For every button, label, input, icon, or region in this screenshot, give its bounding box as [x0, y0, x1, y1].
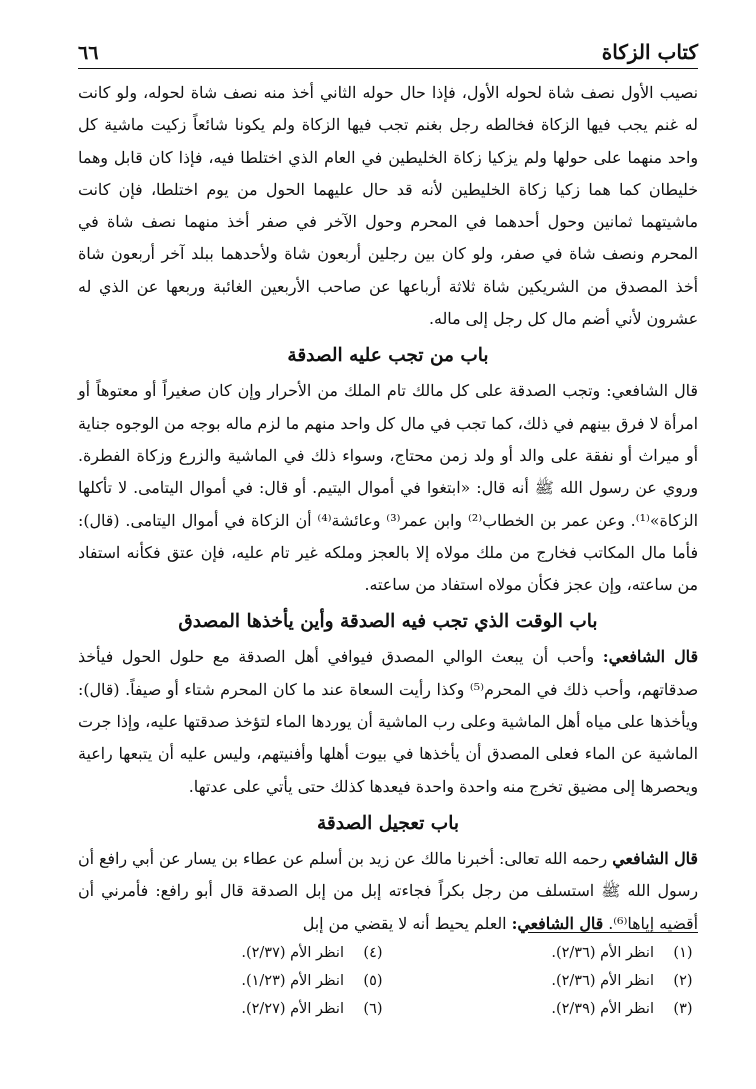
footnote-text: انظر الأم (٢/٣٦). — [551, 973, 654, 989]
footnote — [388, 967, 698, 995]
page-number: ٦٦ — [78, 42, 99, 64]
footnote — [78, 995, 388, 1023]
speaker-label: قال الشافعي: — [602, 647, 699, 667]
heading-time-of-sadaqah: باب الوقت الذي تجب فيه الصدقة وأين يأخذها المصدق — [178, 611, 598, 633]
heading-who-pays-sadaqah: باب من تجب عليه الصدقة — [287, 345, 489, 367]
paragraph-text-2: العلم يحيط أنه لا يقضي من إبل — [302, 913, 512, 933]
footnote — [388, 995, 698, 1023]
header-rule — [78, 68, 698, 69]
footnote-text: انظر الأم (٢/٢٧). — [241, 1001, 344, 1017]
paragraph-who-pays-sadaqah: قال الشافعي: وتجب الصدقة على كل مالك تام الملك من الأحرار وإن كان صغيراً أو معتوهاً أو امرأة لا فرق بينهم في ذلك، كما تجب في مال كل واحد منهم ما لزم ماله بوجه من الوجوه جناية أو ميراث أو نفقة على والد أو ولد زمن محتاج، وسواء ذلك في الماشية والزرع وزكاة الفطرة. وروي عن رسول الله ﷺ أنه قال: «ابتغوا في أموال اليتيم. أو قال: في أموال اليتامى. لا تأكلها الزكاة»⁽¹⁾. وعن عمر بن الخطاب⁽²⁾ وابن عمر⁽³⁾ وعائشة⁽⁴⁾ أن الزكاة في أموال اليتامى. (قال): فأما مال المكاتب فخارج من ملك مولاه إلا بالعجز وملكه غير تام عليه، فإن عتق فكأنه استفاد من ساعته، وإن عجز فكأن مولاه استفاد من ساعته. — [78, 381, 699, 595]
footnotes — [78, 932, 698, 1023]
paragraph-text: وأحب أن يبعث الوالي المصدق فيوافي أهل الصدقة مع حلول الحول فيأخذ صدقاتهم، وأحب ذلك في المحرم⁽⁵⁾ وكذا رأيت السعاة عند ما كان المحرم شتاء أو صيفاً. (قال): ويأخذها على مياه أهل الماشية وعلى رب الماشية أن يوردها الماء لتؤخذ صدقتها عليه، وإذا جرت الماشية عن الماء فعلى المصدق أن يأخذها في بيوت أهلها وأفنيتهم، وليس عليه أن يتبعها راعية ويحصرها إلى مضيق تخرج منه واحدة واحدة فيعدها كذلك حتى يأتي على عدتها. — [78, 647, 699, 796]
footnote — [388, 939, 698, 967]
speaker-label-2: قال الشافعي: — [511, 913, 604, 933]
footnote-number: (٥) — [363, 973, 383, 989]
paragraph-text: رحمه الله تعالى: أخبرنا مالك عن زيد بن أسلم عن عطاء بن يسار عن أبي رافع أن رسول الله ﷺ استسلف من رجل بكراً فجاءته إبل من إبل الصدقة قال أبو رافع: فأمرني أن أقضيه إياها⁽⁶⁾. — [78, 848, 698, 933]
footnote-text: انظر الأم (٢/٣٧). — [241, 945, 344, 961]
footnote — [78, 967, 388, 995]
footnote-number: (٦) — [363, 1001, 383, 1017]
footnote-text: انظر الأم (٢/٣٩). — [551, 1001, 654, 1017]
footnote-number: (٣) — [673, 1001, 693, 1017]
paragraph-advancing-sadaqah — [78, 843, 698, 940]
footnote-number: (١) — [673, 945, 693, 961]
paragraph-khultah: نصيب الأول نصف شاة لحوله الأول، فإذا حال حوله الثاني أخذ منه نصف شاة لحوله، ولو كانت له غنم يجب فيها الزكاة فخالطه رجل بغنم تجب فيها الزكاة ولم يكونا شائعاً زكيت ماشية كل واحد منهما على حولها ولم يزكيا زكاة الخليطين في العام الذي اختلطا فيه، فإذا كان قابل وهما خليطان كما هما زكيا زكاة الخليطين لأنه قد حال عليهما الحول من يوم اختلطا، فإن كانت ماشيتهما ثمانين وحول أحدهما في المحرم وحول الآخر في صفر أخذ منهما نصف شاة في المحرم ونصف شاة في صفر، ولو كان بين رجلين أربعون شاة ولأحدهما ببلد آخر أربعون شاة أخذ المصدق من الشريكين شاة ثلاثة أرباعها عن صاحب الأربعين الغائبة وربعها عن الذي له عشرون لأني أضم مال كل رجل إلى ماله. — [78, 83, 698, 329]
footnote-number: (٤) — [363, 945, 383, 961]
footnote-text: انظر الأم (٢/٣٦). — [551, 945, 654, 961]
footnote-rule — [528, 932, 698, 933]
speaker-label: قال الشافعي — [612, 848, 698, 868]
footnote-text: انظر الأم (١/٢٣). — [241, 973, 344, 989]
page-body — [78, 77, 698, 940]
footnotes-col-right — [388, 932, 698, 1023]
footnotes-col-left — [78, 932, 388, 1023]
footnote-number: (٢) — [673, 973, 693, 989]
heading-advancing-sadaqah: باب تعجيل الصدقة — [317, 812, 459, 834]
book-page — [78, 26, 698, 1066]
footnote — [78, 939, 388, 967]
running-head — [78, 26, 698, 64]
paragraph-time-of-sadaqah — [78, 641, 698, 802]
running-title: كتاب الزكاة — [601, 40, 698, 64]
